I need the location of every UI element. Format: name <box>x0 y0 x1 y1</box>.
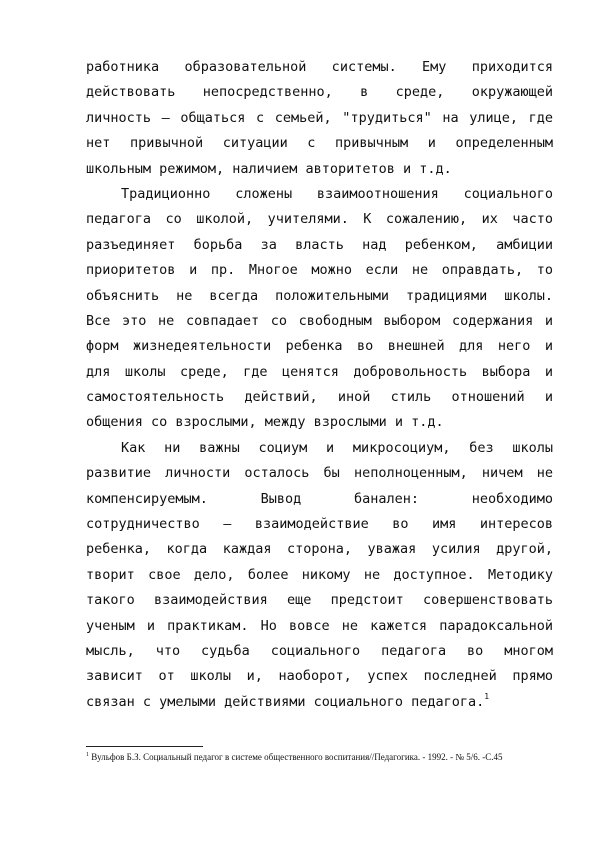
text-line: Традиционно сложены взаимоотношения социального <box>121 185 553 202</box>
text-line: ученым и практикам. Но вовсе не кажется парадоксальной <box>86 617 553 634</box>
text-line: разъединяет борьба за власть над ребенком, амбиции <box>86 236 553 253</box>
text-line: нет привычной ситуации с привычным и определенным <box>86 135 553 152</box>
text-line: форм жизнедеятельности ребенка во внешней для него и <box>86 338 553 355</box>
text-line: связан с умелыми действиями социального педагога.$^1$ <box>86 691 490 710</box>
footnote-reference: 1 <box>484 691 490 701</box>
text-line: объяснить не всегда положительными традициями школы. <box>86 287 553 304</box>
footnote <box>86 752 556 762</box>
footnote-text: Вульфов Б.З. Социальный педагог в системе общественного воспитания//Педагогика. - 1992. - № 5/6. -С.45 <box>89 752 503 762</box>
text-line: развитие личности осталось бы неполноценным, ничем не <box>86 465 553 482</box>
text-line: работника образовательной системы. Ему приходится <box>86 59 553 75</box>
text-line: зависит от школы и, наоборот, успех последней прямо <box>86 668 553 685</box>
text-line: Как ни важны социум и микросоциум, без школы <box>121 439 553 456</box>
text-line: общения со взрослыми, между взрослыми и т.д. <box>86 414 444 431</box>
text-line: ребенка, когда каждая сторона, уважая усилия другой, <box>86 541 553 558</box>
text-line: такого взаимодействия еще предстоит совершенствовать <box>86 592 553 609</box>
text-line: Все это не совпадает со свободным выбором содержания и <box>86 312 553 329</box>
footnote-marker: 1 <box>86 752 89 758</box>
text-line: педагога со школой, учителями. К сожалению, их часто <box>86 211 553 228</box>
text-line: школьным режимом, наличием авторитетов и т.д. <box>86 160 452 177</box>
body-text <box>86 55 553 715</box>
text-line: мысль, что судьба социального педагога во многом <box>86 642 553 659</box>
text-line: сотрудничество – взаимодействие во имя интересов <box>86 516 553 533</box>
text-line: творит свое дело, более никому не доступное. Методику <box>86 566 553 583</box>
text-line: для школы среде, где ценятся добровольность выбора и <box>86 363 553 380</box>
text-line: действовать непосредственно, в среде, окружающей <box>86 84 553 101</box>
text-line: личность – общаться с семьей, "трудиться" на улице, где <box>86 109 553 126</box>
text-line: приоритетов и пр. Многое можно если не оправдать, то <box>86 262 553 279</box>
text-line: компенсируемым. Вывод банален: необходимо <box>86 490 553 507</box>
footnote-separator <box>86 746 203 747</box>
text-line: самостоятельность действий, иной стиль отношений и <box>86 389 553 406</box>
